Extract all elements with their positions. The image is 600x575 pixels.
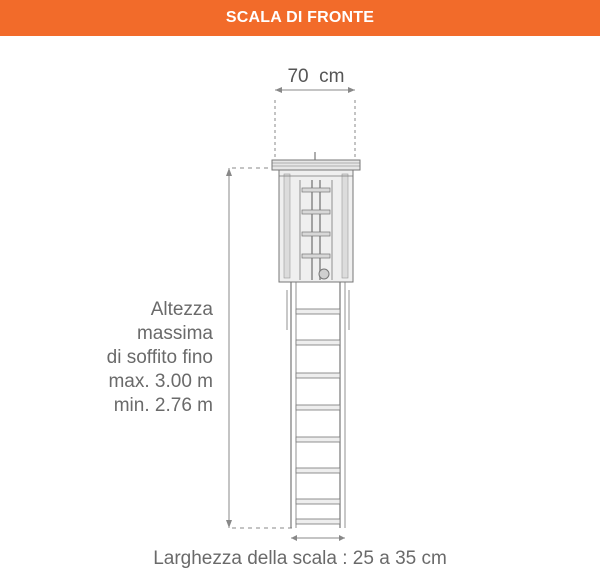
ceiling-box — [272, 152, 360, 282]
hinge-knob — [319, 269, 329, 279]
width-label: 70 cm — [287, 66, 345, 87]
height-line: massima — [136, 323, 213, 344]
width-dimension — [275, 87, 355, 158]
header-title: SCALA DI FRONTE — [225, 9, 375, 26]
height-line: min. 2.76 m — [113, 395, 213, 416]
height-label — [40, 298, 213, 418]
ladder-width-label: Larghezza della scala : 25 a 35 cm — [153, 548, 447, 569]
height-line: Altezza — [150, 299, 213, 320]
bottom-width-dimension — [291, 535, 345, 541]
lower-steps — [296, 309, 340, 524]
height-line: max. 3.00 m — [108, 371, 213, 392]
height-line: di soffito fino — [106, 347, 213, 368]
